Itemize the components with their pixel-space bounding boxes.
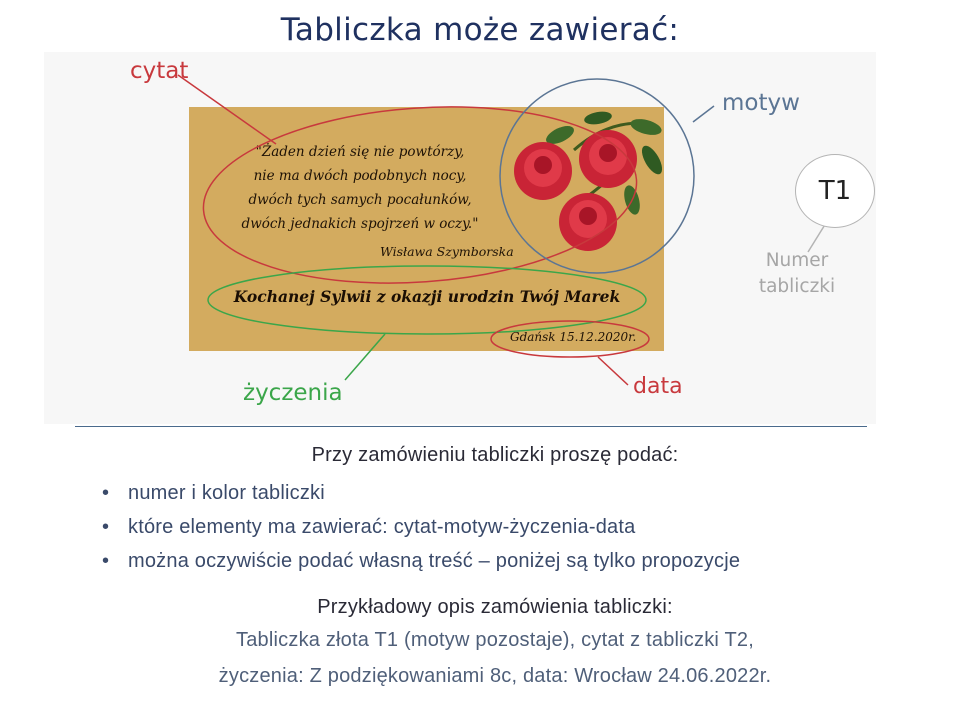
- list-item: • które elementy ma zawierać: cytat-motyw-życzenia-data: [102, 510, 740, 544]
- example-text-line: życzenia: Z podziękowaniami 8c, data: Wrocław 24.06.2022r.: [218, 665, 772, 687]
- quote-line: nie ma dwóch podobnych nocy,: [253, 168, 467, 184]
- cytat-label: cytat: [130, 58, 189, 84]
- quote-line: dwóch tych samych pocałunków,: [248, 192, 472, 208]
- data-label: data: [633, 374, 683, 399]
- plate-number-caption-line: tabliczki: [758, 276, 836, 297]
- motyw-leader-line: [693, 106, 714, 122]
- list-item: • można oczywiście podać własną treść – poniżej są tylko propozycje: [102, 544, 740, 578]
- instructions-heading: Przy zamówieniu tabliczki proszę podać:: [311, 444, 679, 466]
- zyczenia-label: życzenia: [243, 380, 343, 406]
- quote-author: Wisława Szymborska: [380, 244, 514, 259]
- wishes-marker-ellipse: [208, 266, 646, 334]
- plaque-wishes: Kochanej Sylwii z okazji urodzin Twój Marek: [233, 287, 621, 306]
- plate-number-caption: [752, 248, 842, 300]
- instructions-list: [102, 476, 740, 578]
- plate-number-caption-line: Numer: [765, 250, 829, 271]
- list-item: • numer i kolor tabliczki: [102, 476, 740, 510]
- cytat-leader-line: [178, 75, 276, 144]
- plate-number-badge: T1: [795, 154, 875, 228]
- page-title: Tabliczka może zawierać:: [280, 12, 680, 48]
- plaque-date: Gdańsk 15.12.2020r.: [510, 330, 637, 344]
- example-heading: Przykładowy opis zamówienia tabliczki:: [317, 596, 673, 618]
- quote-line: "Żaden dzień się nie powtórzy,: [255, 144, 465, 160]
- quote-line: dwóch jednakich spojrzeń w oczy.": [241, 216, 479, 232]
- motyw-label: motyw: [722, 90, 800, 116]
- zyczenia-leader-line: [345, 334, 385, 380]
- section-divider: [75, 426, 867, 427]
- data-leader-line: [598, 357, 628, 385]
- example-text-line: Tabliczka złota T1 (motyw pozostaje), cytat z tabliczki T2,: [236, 629, 754, 651]
